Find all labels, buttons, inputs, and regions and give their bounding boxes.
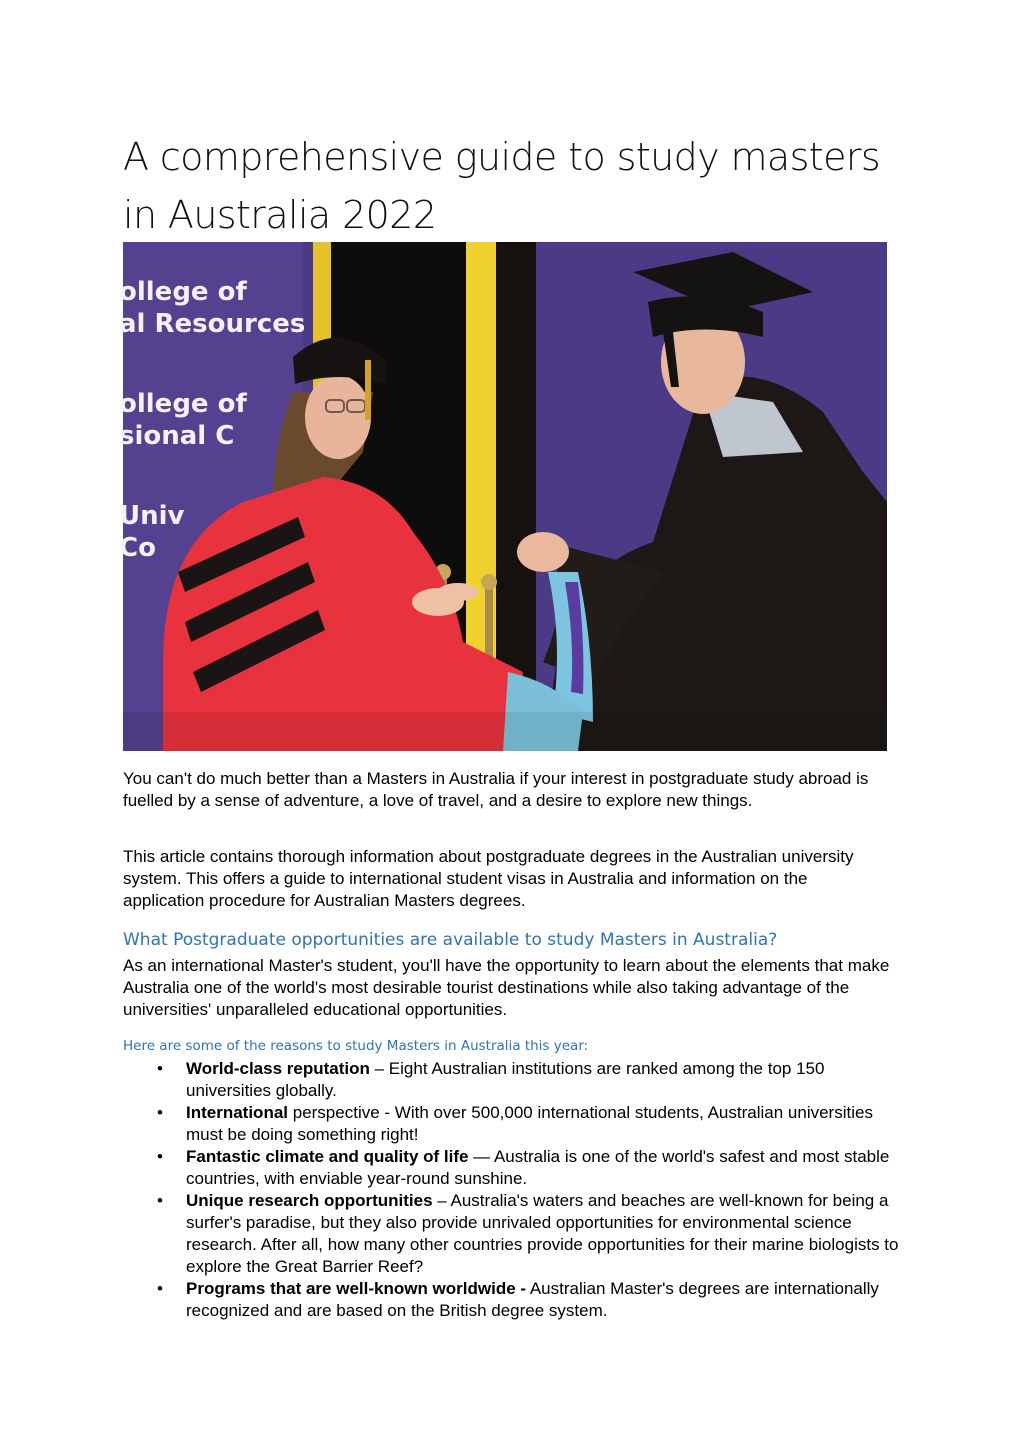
backdrop-text-1: ollege of — [119, 277, 247, 307]
backdrop-text-3: ollege of — [119, 389, 247, 419]
reasons-list — [123, 1058, 913, 1322]
reason-text: perspective - With over 500,000 international students, Australian universities must be doing something right! — [186, 1103, 873, 1144]
list-item — [123, 1278, 913, 1322]
reason-title: International — [186, 1103, 289, 1122]
section-paragraph: As an international Master's student, you'll have the opportunity to learn about the elements that make Australia one of the world's most desirable tourist destinations while also taking advantage of the universities' unparalleled educational opportunities. — [123, 956, 890, 1019]
section-heading: What Postgraduate opportunities are available to study Masters in Australia? — [123, 930, 778, 950]
graduation-photo — [119, 242, 887, 751]
bullet-icon: • — [157, 1279, 163, 1298]
intro-paragraph-2: This article contains thorough information about postgraduate degrees in the Australian university system. This offers a guide to international student visas in Australia and information on the application procedure for Australian Masters degrees. — [123, 847, 854, 910]
reason-text: Australian Master's degrees are internationally recognized and are based on the British degree system. — [186, 1279, 879, 1320]
reason-text: — Australia is one of the world's safest and most stable countries, with enviable year-round sunshine. — [186, 1147, 890, 1188]
bullet-icon: • — [157, 1191, 163, 1210]
backdrop-text-6: Co — [119, 533, 156, 563]
reason-text: – Eight Australian institutions are ranked among the top 150 universities globally. — [186, 1059, 825, 1100]
reasons-subheading: Here are some of the reasons to study Masters in Australia this year: — [123, 1038, 589, 1054]
document-title: A comprehensive guide to study masters in Australia 2022 — [123, 135, 881, 237]
reason-title: Programs that are well-known worldwide - — [186, 1279, 527, 1298]
intro-paragraph-1: You can't do much better than a Masters in Australia if your interest in postgraduate study abroad is fuelled by a sense of adventure, a love of travel, and a desire to explore new things. — [123, 769, 869, 810]
list-item — [123, 1190, 913, 1278]
reason-title: World-class reputation — [186, 1059, 370, 1078]
reason-text: – Australia's waters and beaches are well-known for being a surfer's paradise, but they also provide unrivaled opportunities for environmental science research. After all, how many other countries provide opportunities for their marine biologists to explore the Great Barrier Reef? — [186, 1191, 899, 1276]
reason-title: Unique research opportunities — [186, 1191, 433, 1210]
backdrop-text-2: al Resources — [119, 309, 306, 339]
bullet-icon: • — [157, 1059, 163, 1078]
reason-title: Fantastic climate and quality of life — [186, 1147, 469, 1166]
list-item — [123, 1146, 913, 1190]
backdrop-text-4: sional C — [119, 421, 235, 451]
list-item — [123, 1102, 913, 1146]
list-item — [123, 1058, 913, 1102]
bullet-icon: • — [157, 1147, 163, 1166]
bullet-icon: • — [157, 1103, 163, 1122]
backdrop-text-5: Univ — [119, 501, 185, 531]
